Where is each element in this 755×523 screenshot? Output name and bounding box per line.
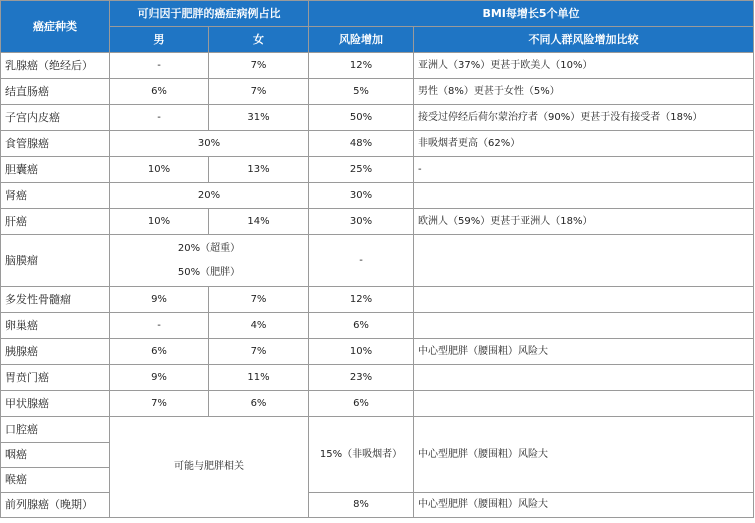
risk-increase: 50% [309, 105, 414, 131]
risk-increase: 48% [309, 131, 414, 157]
group-note: 接受过停经后荷尔蒙治疗者（90%）更甚于没有接受者（18%） [414, 105, 754, 131]
table-row [1, 105, 754, 131]
group-note: 非吸烟者更高（62%） [414, 131, 754, 157]
combined-share [110, 235, 309, 287]
header-row-1 [1, 1, 754, 27]
male-share: 6% [110, 339, 209, 365]
male-share: 10% [110, 209, 209, 235]
group-note: 亚洲人（37%）更甚于欧美人（10%） [414, 53, 754, 79]
risk-increase: - [309, 235, 414, 287]
male-share: - [110, 313, 209, 339]
risk-increase: 12% [309, 53, 414, 79]
table-row [1, 391, 754, 417]
combined-share: 可能与肥胖相关 [110, 417, 309, 518]
female-share: 6% [209, 391, 309, 417]
risk-increase: 23% [309, 365, 414, 391]
group-note [414, 235, 754, 287]
cancer-name: 前列腺癌（晚期） [1, 493, 110, 518]
header-attributable-share: 可归因于肥胖的癌症病例占比 [110, 1, 309, 27]
group-note [414, 287, 754, 313]
table-row [1, 183, 754, 209]
group-note [414, 391, 754, 417]
table-row [1, 209, 754, 235]
cancer-name: 喉癌 [1, 468, 110, 493]
group-note: 中心型肥胖（腰围粗）风险大 [414, 339, 754, 365]
table-row [1, 313, 754, 339]
header-female: 女 [209, 27, 309, 53]
cancer-name: 口腔癌 [1, 417, 110, 443]
male-share: - [110, 53, 209, 79]
risk-increase: 6% [309, 313, 414, 339]
risk-increase: 15%（非吸烟者） [309, 417, 414, 493]
female-share: 13% [209, 157, 309, 183]
group-note [414, 183, 754, 209]
cancer-name: 肾癌 [1, 183, 110, 209]
cancer-name: 脑膜瘤 [1, 235, 110, 287]
group-note: 欧洲人（59%）更甚于亚洲人（18%） [414, 209, 754, 235]
group-note [414, 365, 754, 391]
header-risk-increase: 风险增加 [309, 27, 414, 53]
share-obese: 50%（肥胖） [177, 266, 241, 278]
male-share: 9% [110, 365, 209, 391]
combined-share: 20% [110, 183, 309, 209]
header-cancer-type: 癌症种类 [1, 1, 110, 53]
female-share: 14% [209, 209, 309, 235]
table-row [1, 365, 754, 391]
table-row [1, 417, 754, 443]
cancer-name: 肝癌 [1, 209, 110, 235]
female-share: 7% [209, 287, 309, 313]
cancer-name: 咽癌 [1, 443, 110, 468]
share-overweight: 20%（超重） [177, 242, 241, 254]
header-bmi-increase: BMI每增长5个单位 [309, 1, 754, 27]
cancer-name: 胃贲门癌 [1, 365, 110, 391]
group-note: 男性（8%）更甚于女性（5%） [414, 79, 754, 105]
table-row [1, 131, 754, 157]
header-male: 男 [110, 27, 209, 53]
table-row [1, 235, 754, 287]
male-share: 6% [110, 79, 209, 105]
risk-increase: 30% [309, 209, 414, 235]
female-share: 7% [209, 53, 309, 79]
cancer-name: 甲状腺癌 [1, 391, 110, 417]
combined-share: 30% [110, 131, 309, 157]
female-share: 11% [209, 365, 309, 391]
male-share: 7% [110, 391, 209, 417]
risk-increase: 30% [309, 183, 414, 209]
group-note [414, 313, 754, 339]
female-share: 7% [209, 79, 309, 105]
header-group-comparison: 不同人群风险增加比较 [414, 27, 754, 53]
male-share: - [110, 105, 209, 131]
group-note: 中心型肥胖（腰围粗）风险大 [414, 493, 754, 518]
table-row [1, 53, 754, 79]
cancer-name: 食管腺癌 [1, 131, 110, 157]
female-share: 31% [209, 105, 309, 131]
cancer-name: 胰腺癌 [1, 339, 110, 365]
cancer-name: 胆囊癌 [1, 157, 110, 183]
table-row [1, 157, 754, 183]
cancer-name: 多发性骨髓瘤 [1, 287, 110, 313]
male-share: 9% [110, 287, 209, 313]
table-row [1, 287, 754, 313]
group-note: - [414, 157, 754, 183]
female-share: 7% [209, 339, 309, 365]
header-row-2 [1, 27, 754, 53]
cancer-name: 子宫内皮癌 [1, 105, 110, 131]
risk-increase: 10% [309, 339, 414, 365]
risk-increase: 25% [309, 157, 414, 183]
male-share: 10% [110, 157, 209, 183]
risk-increase: 8% [309, 493, 414, 518]
risk-increase: 12% [309, 287, 414, 313]
cancer-name: 卵巢癌 [1, 313, 110, 339]
cancer-name: 结直肠癌 [1, 79, 110, 105]
table-row [1, 339, 754, 365]
risk-increase: 5% [309, 79, 414, 105]
female-share: 4% [209, 313, 309, 339]
cancer-name: 乳腺癌（绝经后） [1, 53, 110, 79]
table-row [1, 79, 754, 105]
risk-increase: 6% [309, 391, 414, 417]
group-note: 中心型肥胖（腰围粗）风险大 [414, 417, 754, 493]
